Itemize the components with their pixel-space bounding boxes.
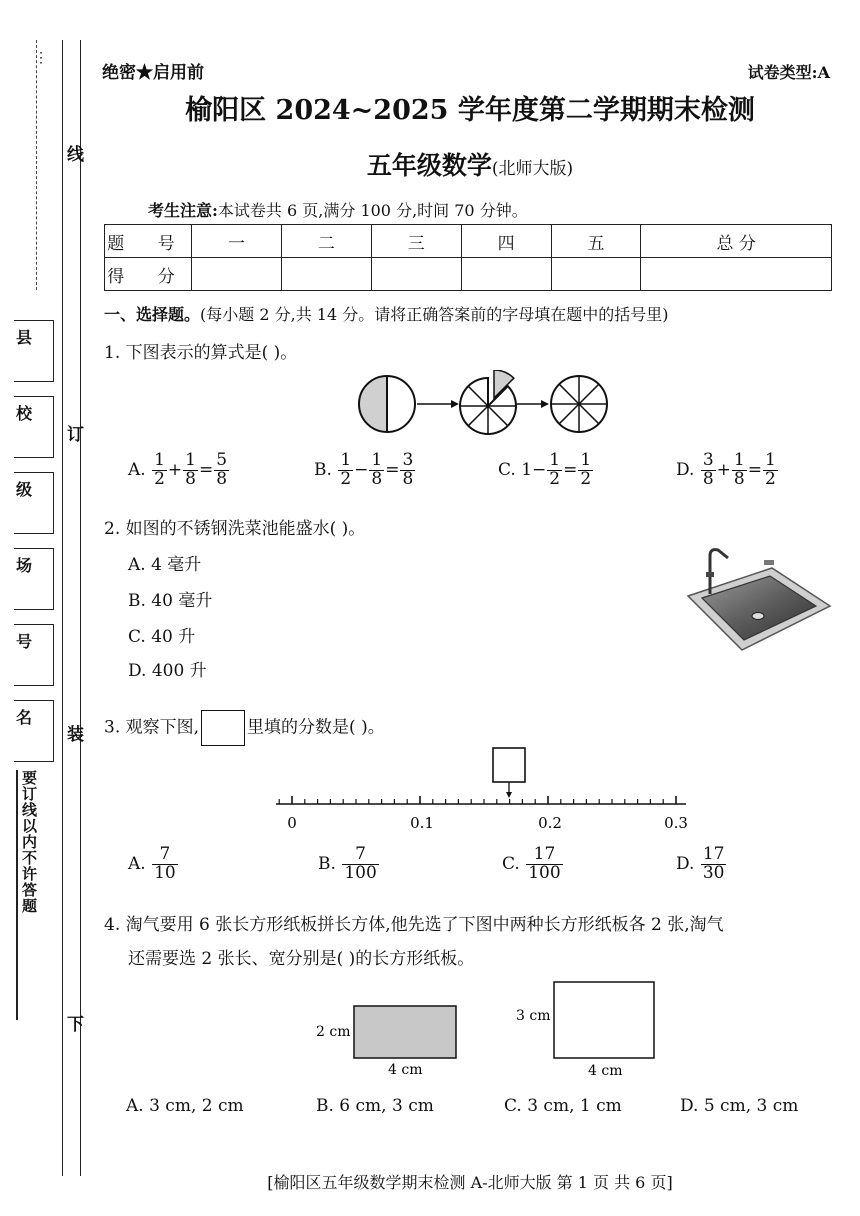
field-name-label: 名 bbox=[16, 708, 33, 727]
score-row-label-2: 得 分 bbox=[105, 258, 192, 291]
q2-option-c[interactable]: C. 40 升 bbox=[128, 627, 196, 647]
score-col-2: 二 bbox=[281, 225, 371, 258]
q3-option-b[interactable]: B. $\frac{7}{100}$ bbox=[318, 844, 377, 883]
score-cell-4[interactable] bbox=[461, 258, 551, 291]
half-circle bbox=[359, 376, 415, 432]
score-cell-5[interactable] bbox=[551, 258, 641, 291]
field-exam-room[interactable] bbox=[14, 548, 54, 610]
section-title: 一、选择题。 bbox=[104, 305, 201, 324]
score-table-header-row bbox=[105, 225, 832, 258]
q2-option-d[interactable]: D. 400 升 bbox=[128, 661, 207, 681]
score-col-5: 五 bbox=[551, 225, 641, 258]
score-col-total: 总 分 bbox=[641, 225, 832, 258]
number-line-ticks bbox=[279, 796, 676, 804]
q3-option-c[interactable]: C. $\frac{17}{100}$ bbox=[502, 844, 561, 883]
q4-option-c[interactable]: C. 3 cm, 1 cm bbox=[504, 1096, 622, 1116]
question-4-stem-line1: 4. 淘气要用 6 张长方形纸板拼长方体,他先选了下图中两种长方形纸板各 2 张,淘气 bbox=[104, 915, 724, 935]
notice-text: 本试卷共 6 页,满分 100 分,时间 70 分钟。 bbox=[217, 201, 528, 220]
rectangles-figure bbox=[310, 976, 670, 1084]
score-cell-1[interactable] bbox=[192, 258, 282, 291]
field-county[interactable] bbox=[14, 320, 54, 382]
score-row-label: 题 号 bbox=[105, 225, 192, 258]
tick-label-0: 0 bbox=[287, 814, 297, 832]
score-col-3: 三 bbox=[371, 225, 461, 258]
rect1-width-label: 4 cm bbox=[388, 1062, 423, 1078]
number-line-answer-box bbox=[493, 748, 525, 782]
field-seat-number-label: 号 bbox=[16, 632, 33, 651]
q4-option-d[interactable]: D. 5 cm, 3 cm bbox=[680, 1096, 799, 1116]
score-table bbox=[104, 224, 832, 291]
section-instruction: (每小题 2 分,共 14 分。请将正确答案前的字母填在题中的括号里) bbox=[200, 305, 669, 324]
score-col-4: 四 bbox=[461, 225, 551, 258]
field-class[interactable] bbox=[14, 472, 54, 534]
binding-line-outer bbox=[62, 40, 63, 1176]
q1-option-a[interactable]: A. $\frac{1}{2}$ + $\frac{1}{8}$ = $\frac{5}{8}$ bbox=[128, 450, 228, 489]
exam-title: 榆阳区 2024~2025 学年度第二学期期末检测 bbox=[185, 95, 755, 126]
score-cell-3[interactable] bbox=[371, 258, 461, 291]
binding-line-inner bbox=[80, 40, 81, 1176]
no-answer-warning: 要订线以内不许答题 bbox=[16, 770, 40, 1020]
section-heading bbox=[104, 302, 668, 325]
score-table-score-row bbox=[105, 258, 832, 291]
paper-type: 试卷类型:A bbox=[747, 63, 830, 82]
notice-label: 考生注意: bbox=[148, 201, 218, 220]
q1-option-d[interactable]: D. $\frac{3}{8}$ + $\frac{1}{8}$ = $\frac{1}{2}$ bbox=[676, 450, 776, 489]
tick-label-0-1: 0.1 bbox=[410, 814, 434, 832]
q2-option-b[interactable]: B. 40 毫升 bbox=[128, 591, 213, 611]
field-name[interactable] bbox=[14, 700, 54, 762]
rect2-height-label: 3 cm bbox=[516, 1008, 551, 1024]
question-2-stem: 2. 如图的不锈钢洗菜池能盛水( )。 bbox=[104, 519, 366, 539]
margin-dashed-line bbox=[36, 40, 37, 290]
binding-mark-xian: 线 bbox=[67, 145, 84, 165]
number-line-figure bbox=[270, 742, 690, 834]
margin-dots: ⋮ bbox=[34, 50, 48, 66]
rectangle-2x4 bbox=[354, 1006, 456, 1058]
binding-mark-xia: 下 bbox=[67, 1015, 84, 1035]
tick-label-0-2: 0.2 bbox=[538, 814, 562, 832]
question-4-stem-line2: 还需要选 2 张长、宽分别是( )的长方形纸板。 bbox=[128, 949, 475, 969]
q4-option-a[interactable]: A. 3 cm, 2 cm bbox=[126, 1096, 244, 1116]
field-exam-room-label: 场 bbox=[16, 556, 33, 575]
page-footer: [榆阳区五年级数学期末检测 A-北师大版 第 1 页 共 6 页] bbox=[267, 1173, 673, 1192]
secrecy-label: 绝密★启用前 bbox=[102, 63, 204, 83]
arrow-1 bbox=[417, 400, 459, 408]
rect2-width-label: 4 cm bbox=[588, 1063, 623, 1079]
question-1-stem: 1. 下图表示的算式是( )。 bbox=[104, 343, 298, 363]
exam-subject bbox=[40, 146, 860, 182]
q2-option-a[interactable]: A. 4 毫升 bbox=[128, 555, 202, 575]
tick-label-0-3: 0.3 bbox=[664, 814, 688, 832]
score-col-1: 一 bbox=[192, 225, 282, 258]
q4-option-b[interactable]: B. 6 cm, 3 cm bbox=[316, 1096, 434, 1116]
q3-stem-part1: 3. 观察下图, bbox=[104, 717, 200, 738]
number-line-pointer-head bbox=[506, 792, 512, 798]
field-school[interactable] bbox=[14, 396, 54, 458]
answer-box-icon bbox=[201, 710, 245, 746]
eighths-circle-with-piece-removed bbox=[460, 370, 516, 434]
score-cell-total[interactable] bbox=[641, 258, 832, 291]
q3-option-d[interactable]: D. $\frac{17}{30}$ bbox=[676, 844, 725, 883]
subject-name: 五年级数学 bbox=[366, 151, 492, 180]
q3-stem-part2: 里填的分数是( )。 bbox=[247, 717, 385, 738]
edition: (北师大版) bbox=[491, 159, 574, 179]
field-school-label: 校 bbox=[16, 404, 33, 423]
field-class-label: 级 bbox=[16, 480, 33, 499]
q1-option-b[interactable]: B. $\frac{1}{2}$ − $\frac{1}{8}$ = $\frac{3}{8}$ bbox=[314, 450, 414, 489]
rectangle-3x4 bbox=[554, 982, 654, 1058]
field-seat-number[interactable] bbox=[14, 624, 54, 686]
removed-eighth-piece bbox=[494, 370, 514, 398]
question-3-stem bbox=[104, 710, 385, 746]
field-county-label: 县 bbox=[16, 328, 33, 347]
q1-option-c[interactable]: C. 1− $\frac{1}{2}$ = $\frac{1}{2}$ bbox=[498, 450, 592, 489]
eighths-circle bbox=[551, 376, 607, 432]
rect1-height-label: 2 cm bbox=[316, 1024, 351, 1040]
exam-notice bbox=[148, 198, 528, 221]
sink-image bbox=[684, 546, 834, 666]
score-cell-2[interactable] bbox=[281, 258, 371, 291]
binding-mark-zhuang: 装 bbox=[67, 725, 84, 745]
arrow-2 bbox=[517, 400, 549, 408]
fraction-circles-figure bbox=[355, 370, 615, 440]
binding-mark-ding: 订 bbox=[67, 425, 84, 445]
q3-option-a[interactable]: A. $\frac{7}{10}$ bbox=[128, 844, 176, 883]
